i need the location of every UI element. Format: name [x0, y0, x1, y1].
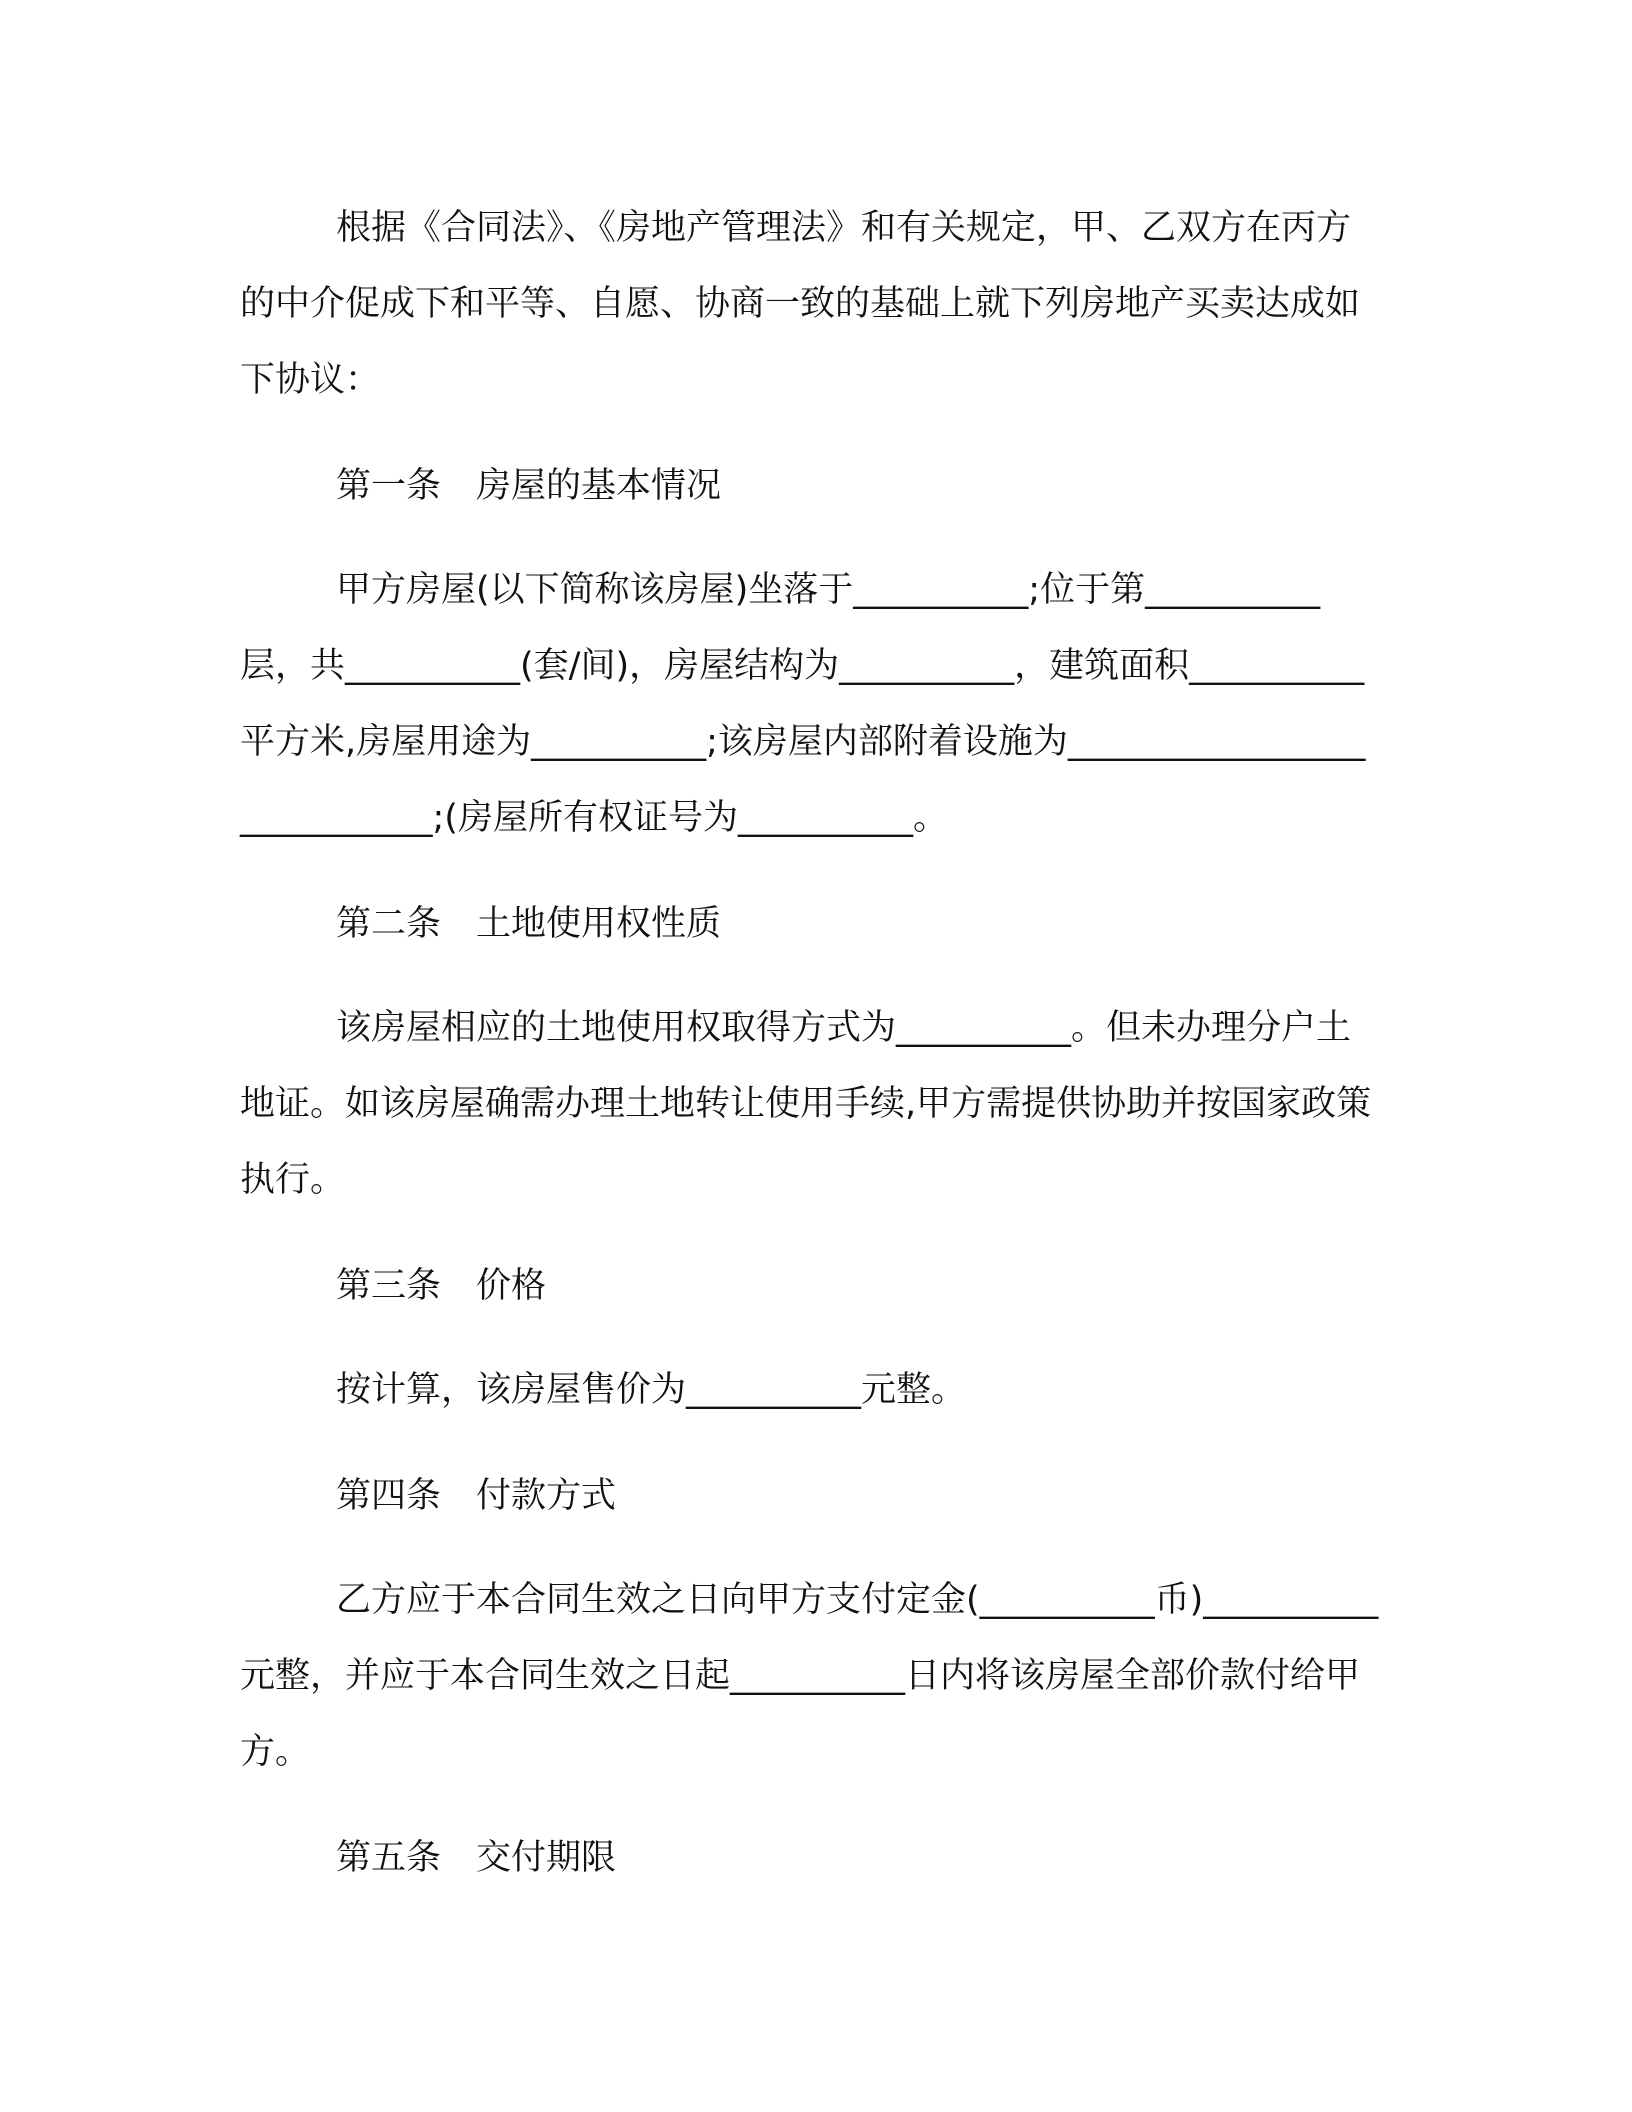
article-3-body: 按计算，该房屋售价为__________元整。: [336, 1370, 967, 1410]
article-4-heading: 第四条 付款方式: [336, 1476, 617, 1516]
intro-paragraph: 根据《合同法》、《房地产管理法》和有关规定，甲、乙双方在丙方的中介促成下和平等、自愿、协商一致的基础上就下列房地产买卖达成如下协议：: [240, 208, 1361, 400]
article-4-body: 乙方应于本合同生效之日向甲方支付定金(__________币)__________元整，并应于本合同生效之日起__________日内将该房屋全部价款付给甲方。: [240, 1580, 1379, 1772]
article-1-heading: 第一条 房屋的基本情况: [336, 466, 722, 506]
article-2-heading: 第二条 土地使用权性质: [336, 904, 722, 944]
article-3-heading: 第三条 价格: [336, 1266, 547, 1306]
article-5-heading: 第五条 交付期限: [336, 1838, 617, 1878]
article-2-body: 该房屋相应的土地使用权取得方式为__________。但未办理分户土地证。如该房屋确需办理土地转让使用手续,甲方需提供协助并按国家政策执行。: [240, 1008, 1372, 1200]
document-page: [240, 190, 1380, 1896]
article-1-body: 甲方房屋(以下简称该房屋)坐落于__________;位于第__________层，共__________(套/间)，房屋结构为__________，建筑面积__________平方米,房屋用途为__________;该房屋内部附着设施为____________________________;(房屋所有权证号为__________。: [240, 570, 1366, 838]
